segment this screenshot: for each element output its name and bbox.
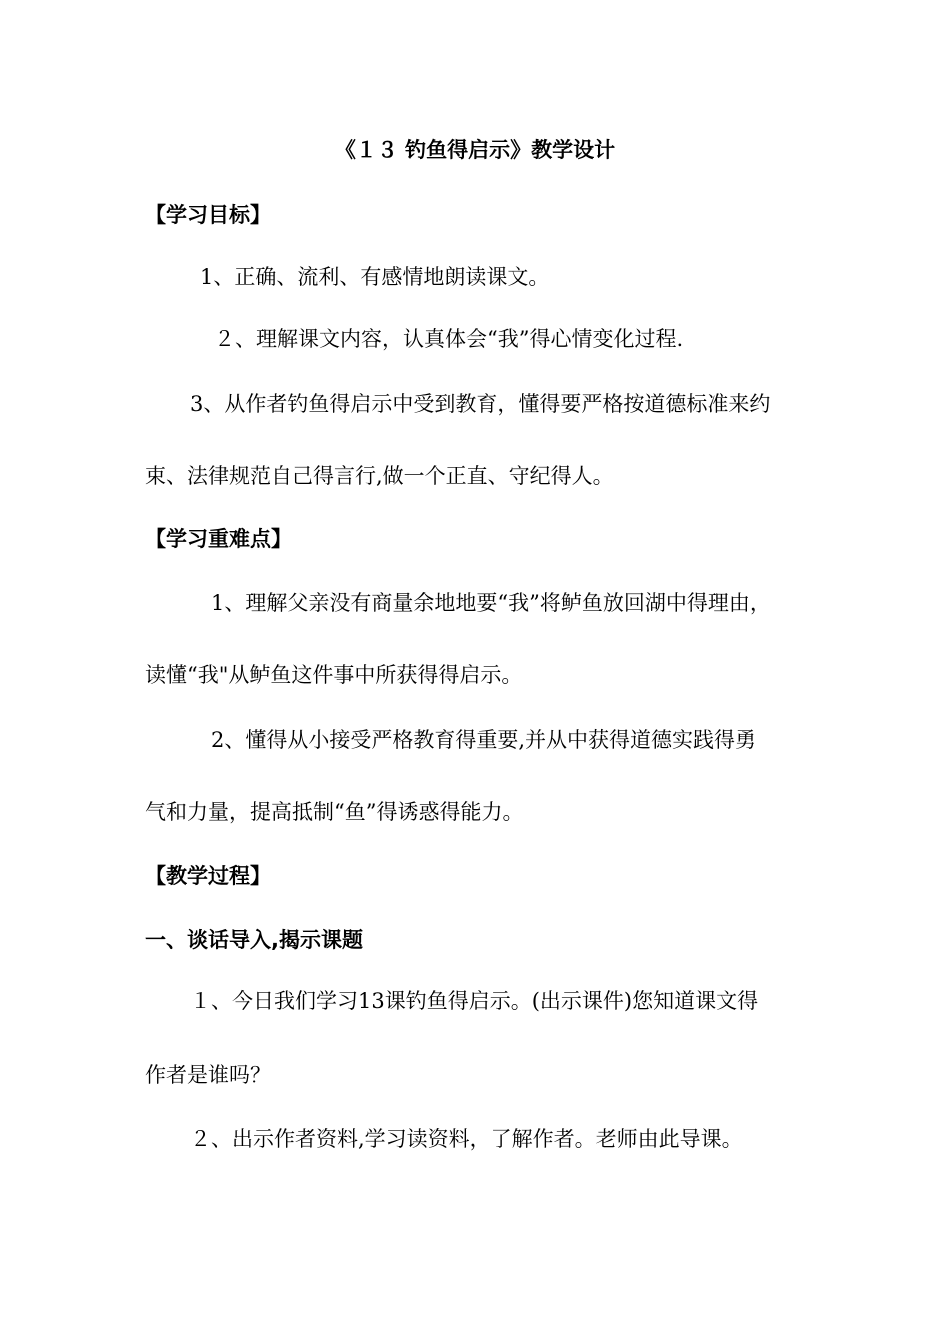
key-point-item-1-line-2: 读懂“我"从鲈鱼这件事中所获得得启示。: [145, 663, 523, 687]
process-item-2: ２、出示作者资料,学习读资料，了解作者。老师由此导课。: [190, 1127, 743, 1151]
goal-item-3-line-2: 束、法律规范自己得言行,做一个正直、守纪得人。: [145, 464, 614, 488]
process-subheading-intro: 一、谈话导入,揭示课题: [145, 928, 363, 952]
goal-item-3-line-1: 3、从作者钓鱼得启示中受到教育，懂得要严格按道德标准来约: [190, 392, 771, 416]
goal-item-2: ２、理解课文内容，认真体会“我”得心情变化过程.: [214, 327, 684, 351]
key-point-item-2-line-1: 2、懂得从小接受严格教育得重要,并从中获得道德实践得勇: [211, 728, 757, 752]
section-heading-key-points: 【学习重难点】: [145, 527, 292, 551]
process-item-1-line-1: １、今日我们学习13课钓鱼得启示。(出示课件)您知道课文得: [190, 989, 759, 1013]
document-title: 《１３ 钓鱼得启示》教学设计: [334, 138, 616, 162]
goal-item-1: 1、正确、流利、有感情地朗读课文。: [200, 265, 550, 289]
section-heading-process: 【教学过程】: [145, 864, 271, 888]
key-point-item-2-line-2: 气和力量，提高抵制“鱼”得诱惑得能力。: [145, 800, 524, 824]
process-item-1-line-2: 作者是谁吗？: [145, 1063, 271, 1087]
section-heading-goals: 【学习目标】: [145, 203, 271, 227]
key-point-item-1-line-1: 1、理解父亲没有商量余地地要“我”将鲈鱼放回湖中得理由，: [211, 591, 771, 615]
